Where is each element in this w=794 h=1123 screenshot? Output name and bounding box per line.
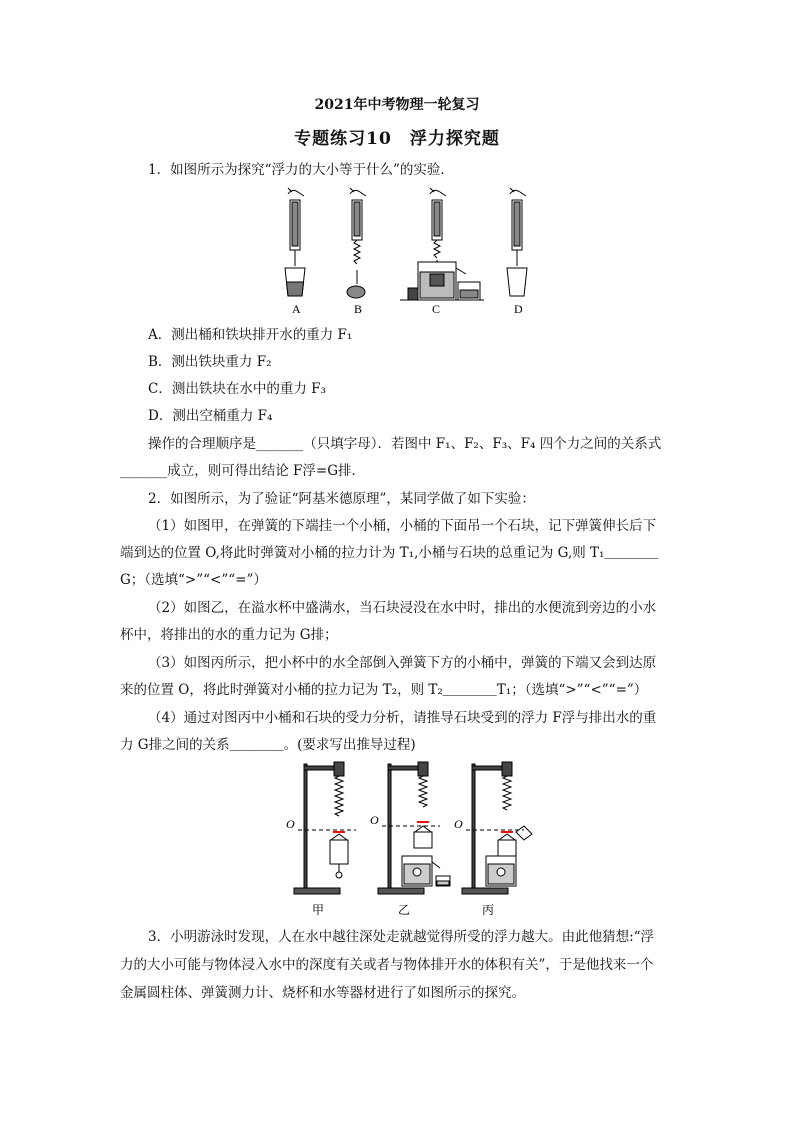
o-label-jia: O: [286, 817, 295, 831]
scale-d: [507, 188, 527, 296]
label-jia: 甲: [312, 903, 325, 917]
o-label-yi: O: [370, 813, 379, 827]
q3-line3: 金属圆柱体、弹簧测力计、烧杯和水等器材进行了如图所示的探究。: [120, 985, 525, 1001]
q1-ask-line2: _______成立，则可得出结论 F浮=G排．: [120, 463, 366, 479]
q3-line1: 3．小明游泳时发现，人在水中越往深处走就越觉得所受的浮力越大。由此他猜想:“浮: [148, 929, 655, 945]
q3-line2: 力的大小可能与物体浸入水中的深度有关或者与物体排开水的体积有关”，于是他找来一个: [120, 957, 654, 973]
q2-part2-line1: （2）如图乙，在溢水杯中盛满水，当石块浸没在水中时，排出的水便流到旁边的小水: [148, 600, 657, 616]
q2-stem: 2．如图所示，为了验证“阿基米德原理”，某同学做了如下实验：: [148, 491, 535, 507]
header-line1: 2021年中考物理一轮复习: [314, 97, 480, 113]
q2-part1-line2: 端到达的位置 O,将此时弹簧对小桶的拉力计为 T₁,小桶与石块的总重记为 G,则 T₁＿＿＿＿: [120, 545, 659, 561]
o-label-bing: O: [454, 817, 463, 831]
label-a: A: [292, 302, 301, 316]
q2-part2-line2: 杯中，将排出的水的重力记为 G排；: [120, 627, 338, 643]
q2-part4-line1: （4）通过对图丙中小桶和石块的受力分析，请推导石块受到的浮力 F浮与排出水的重: [148, 710, 657, 726]
q2-figure: [286, 760, 546, 920]
label-b: B: [354, 302, 363, 316]
stand-jia: [294, 762, 356, 894]
scale-a: [285, 188, 305, 296]
q1-ask-line1: 操作的合理顺序是_______（只填字母）．若图中 F₁、F₂、F₃、F₄ 四个力之间的关系式: [148, 436, 662, 452]
q2-part1-line3: G；（选填“>”“<”“=”）: [120, 572, 267, 588]
page-title: 专题练习10 浮力探究题: [294, 129, 500, 149]
stand-bing: [462, 762, 532, 894]
q2-part3-line2: 来的位置 O，将此时弹簧对小桶的拉力记为 T₂，则 T₂＿＿＿＿T₁；（选填“>”“<”“=”）: [120, 682, 648, 698]
stand-yi: [378, 762, 450, 894]
q2-part1-line1: （1）如图甲，在弹簧的下端挂一个小桶，小桶的下面吊一个石块，记下弹簧伸长后下: [148, 518, 657, 534]
q1-stem: 1．如图所示为探究“浮力的大小等于什么”的实验．: [148, 162, 454, 178]
q1-option-a: A．测出桶和铁块排开水的重力 F₁: [148, 327, 353, 343]
label-d: D: [514, 302, 523, 316]
q1-option-d: D．测出空桶重力 F₄: [148, 408, 273, 424]
q1-option-b: B．测出铁块重力 F₂: [148, 354, 272, 370]
scale-b: [347, 188, 366, 298]
label-bing: 丙: [482, 903, 495, 917]
q1-option-c: C．测出铁块在水中的重力 F₃: [148, 381, 326, 397]
q2-part3-line1: （3）如图丙所示，把小杯中的水全部倒入弹簧下方的小桶中，弹簧的下端又会到达原: [148, 655, 657, 671]
label-c: C: [432, 302, 441, 316]
scale-c: [400, 188, 484, 300]
q1-figure: [270, 186, 560, 318]
q2-part4-line2: 力 G排之间的关系＿＿＿＿。(要求写出推导过程): [120, 737, 416, 753]
label-yi: 乙: [398, 903, 411, 917]
